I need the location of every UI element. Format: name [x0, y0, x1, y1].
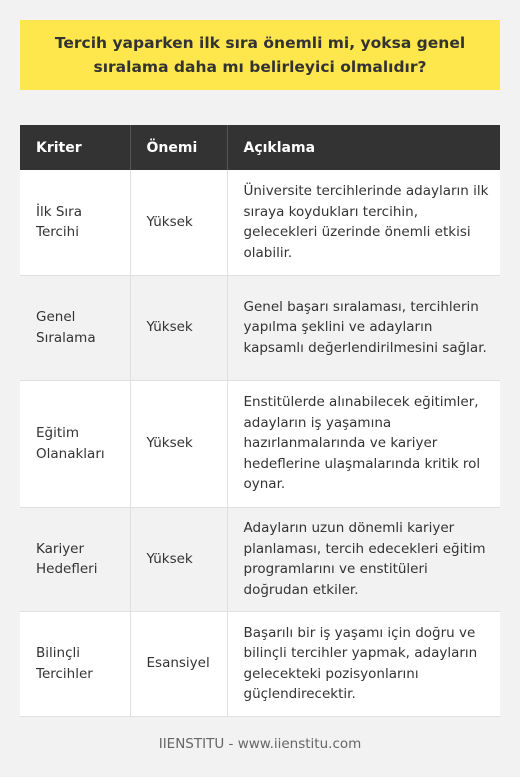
criteria-table: [20, 125, 500, 717]
cell-aciklama: Adayların uzun dönemli kariyer planlaması, tercih edecekleri eğitim programlarını ve enstitüleri doğrudan etkiler.: [227, 507, 500, 611]
cell-aciklama: Enstitülerde alınabilecek eğitimler, adayların iş yaşamına hazırlanmalarında ve kariyer hedeflerine ulaşmalarında kritik rol oynar.: [227, 380, 500, 507]
cell-aciklama: Üniversite tercihlerinde adayların ilk sıraya koydukları tercihin, gelecekleri üzerinde önemli etkisi olabilir.: [227, 170, 500, 275]
column-header-kriter: Kriter: [20, 125, 130, 170]
column-header-onemi: Önemi: [130, 125, 227, 170]
cell-aciklama: Başarılı bir iş yaşamı için doğru ve bilinçli tercihler yapmak, adayların gelecekteki pozisyonlarını güçlendirecektir.: [227, 611, 500, 716]
table-row: [20, 275, 500, 380]
cell-kriter: Genel Sıralama: [20, 275, 130, 380]
table-row: [20, 611, 500, 716]
page-title: Tercih yaparken ilk sıra önemli mi, yoksa genel sıralama daha mı belirleyici olmalıdır?: [54, 34, 466, 76]
table-row: [20, 507, 500, 611]
table-header-row: [20, 125, 500, 170]
table-row: [20, 170, 500, 275]
cell-onemi: Yüksek: [130, 170, 227, 275]
cell-kriter: Bilinçli Tercihler: [20, 611, 130, 716]
cell-onemi: Yüksek: [130, 507, 227, 611]
column-header-aciklama: Açıklama: [227, 125, 500, 170]
criteria-table-container: [20, 125, 500, 717]
title-banner: [20, 20, 500, 90]
table-row: [20, 380, 500, 507]
cell-onemi: Yüksek: [130, 380, 227, 507]
cell-onemi: Esansiyel: [130, 611, 227, 716]
cell-aciklama: Genel başarı sıralaması, tercihlerin yapılma şeklini ve adayların kapsamlı değerlendirilmesini sağlar.: [227, 275, 500, 380]
cell-kriter: Eğitim Olanakları: [20, 380, 130, 507]
cell-kriter: Kariyer Hedefleri: [20, 507, 130, 611]
cell-onemi: Yüksek: [130, 275, 227, 380]
footer-credit: IIENSTITU - www.iienstitu.com: [158, 736, 362, 752]
cell-kriter: İlk Sıra Tercihi: [20, 170, 130, 275]
